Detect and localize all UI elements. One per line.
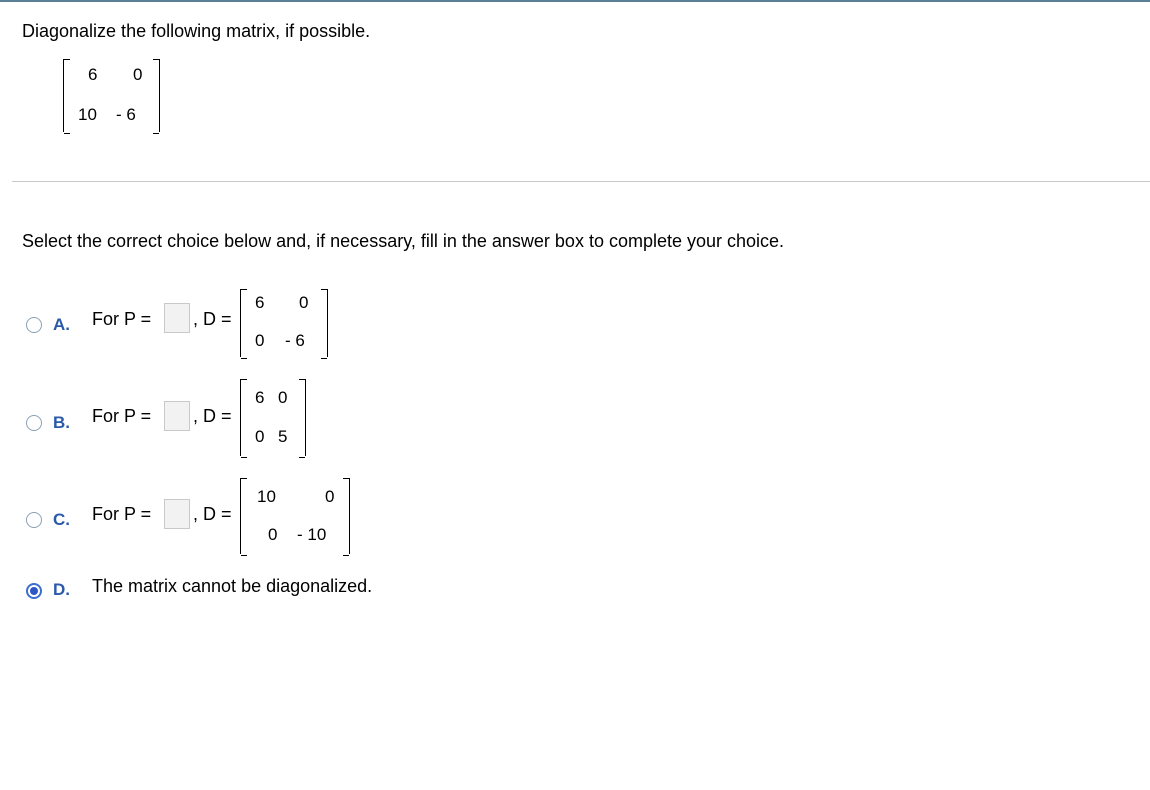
choice-d-letter: D. [53, 580, 70, 599]
choice-a-p-answer-box[interactable] [164, 303, 190, 333]
matrix-cell: 0 [268, 525, 278, 544]
matrix-cell: 0 [255, 331, 265, 350]
matrix-cell: - 6 [116, 105, 136, 124]
choice-a-p-label: For P = [92, 309, 152, 329]
choice-a-d-matrix [240, 289, 328, 357]
matrix-cell: 0 [133, 65, 143, 84]
choice-b-radio[interactable] [26, 415, 42, 431]
choice-c-p-label: For P = [92, 504, 152, 524]
matrix-cell: 0 [255, 427, 265, 446]
choice-a-d-label: , D = [193, 309, 232, 329]
matrix-cell: 10 [257, 487, 276, 506]
matrix-cell: 6 [255, 388, 265, 407]
choice-b-d-matrix [240, 379, 306, 456]
choice-b-p-label: For P = [92, 406, 152, 426]
question-matrix [63, 59, 160, 132]
choice-a-radio[interactable] [26, 317, 42, 333]
choice-d-text: The matrix cannot be diagonalized. [92, 576, 373, 596]
matrix-cell: 0 [299, 293, 309, 312]
choice-a-letter: A. [53, 315, 70, 334]
section-divider [12, 181, 1150, 182]
question-text: Diagonalize the following matrix, if possible. [22, 21, 371, 41]
choice-d-radio[interactable] [26, 583, 42, 599]
matrix-cell: - 10 [297, 525, 327, 544]
matrix-cell: 5 [278, 427, 288, 446]
choice-c-d-label: , D = [193, 504, 232, 524]
matrix-cell: 0 [278, 388, 288, 407]
top-rule [0, 0, 1150, 2]
matrix-cell: - 6 [285, 331, 305, 350]
matrix-cell: 10 [78, 105, 97, 124]
choice-b-p-answer-box[interactable] [164, 401, 190, 431]
matrix-cell: 6 [255, 293, 265, 312]
matrix-cell: 6 [88, 65, 98, 84]
instructions-text: Select the correct choice below and, if necessary, fill in the answer box to complete your choice. [22, 231, 785, 251]
matrix-cell: 0 [325, 487, 335, 506]
choice-c-d-matrix [240, 478, 350, 554]
choice-b-d-label: , D = [193, 406, 232, 426]
choice-c-letter: C. [53, 510, 70, 529]
choice-c-radio[interactable] [26, 512, 42, 528]
choice-b-letter: B. [53, 413, 70, 432]
choice-c-p-answer-box[interactable] [164, 499, 190, 529]
